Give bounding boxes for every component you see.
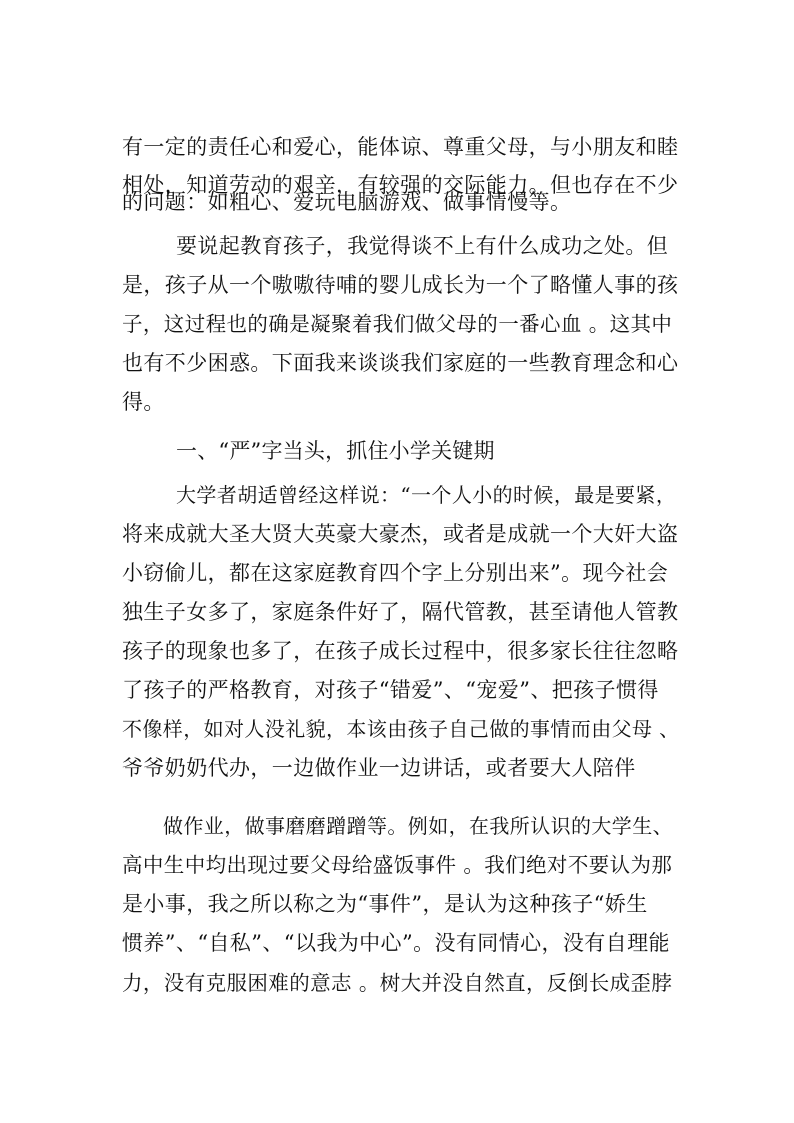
text-line: 不像样，如对人没礼貌，本该由孩子自己做的事情而由父母 、 [122,717,680,741]
text-line: 了孩子的严格教育，对孩子“错爱”、“宠爱”、把孩子惯得 [122,678,659,702]
text-line: 爷爷奶奶代办，一边做作业一边讲话，或者要大人陪伴 [122,756,636,780]
section-heading: 一、“严”字当头，抓住小学关键期 [176,439,495,463]
text-line: 有一定的责任心和爱心，能体谅、尊重父母，与小朋友和睦 [122,135,679,159]
text-line: 力，没有克服困难的意志 。树大并没自然直，反倒长成歪脖 [122,971,673,995]
text-line: 的问题：如粗心、爱玩电脑游戏、做事情慢等。 [122,190,572,214]
text-line: 大学者胡适曾经这样说：“一个人小的时候，最是要紧， [176,483,677,507]
text-line: 子，这过程也的确是凝聚着我们做父母的一番心血 。这其中 [122,312,673,336]
text-line: 将来成就大圣大贤大英豪大豪杰，或者是成就一个大奸大盗 [122,522,679,546]
text-line: 要说起教育孩子，我觉得谈不上有什么成功之处。但 [176,234,669,258]
text-line: 高中生中均出现过要父母给盛饭事件 。我们绝对不要认为那 [122,853,673,877]
text-line: 也有不少困惑。下面我来谈谈我们家庭的一些教育理念和心 [122,351,679,375]
text-line: 做作业，做事磨磨蹭蹭等。例如，在我所认识的大学生、 [163,814,673,838]
text-line: 得。 [122,390,165,414]
text-line: 孩子的现象也多了，在孩子成长过程中，很多家长往往忽略 [122,639,679,663]
text-line: 独生子女多了，家庭条件好了，隔代管教，甚至请他人管教 [122,600,679,624]
text-line: 相处，知道劳动的艰辛，有较强的交际能力。但也存在不少 [122,173,679,197]
text-line: 小窃偷儿，都在这家庭教育四个字上分别出来”。现今社会 [122,561,669,585]
text-line: 是小事，我之所以称之为“事件”，是认为这种孩子“娇生 [122,892,648,916]
text-line: 惯养”、“自私”、“以我为中心”。没有同情心，没有自理能 [122,931,670,955]
text-line: 是，孩子从一个嗷嗷待哺的婴儿成长为一个了略懂人事的孩 [122,273,679,297]
